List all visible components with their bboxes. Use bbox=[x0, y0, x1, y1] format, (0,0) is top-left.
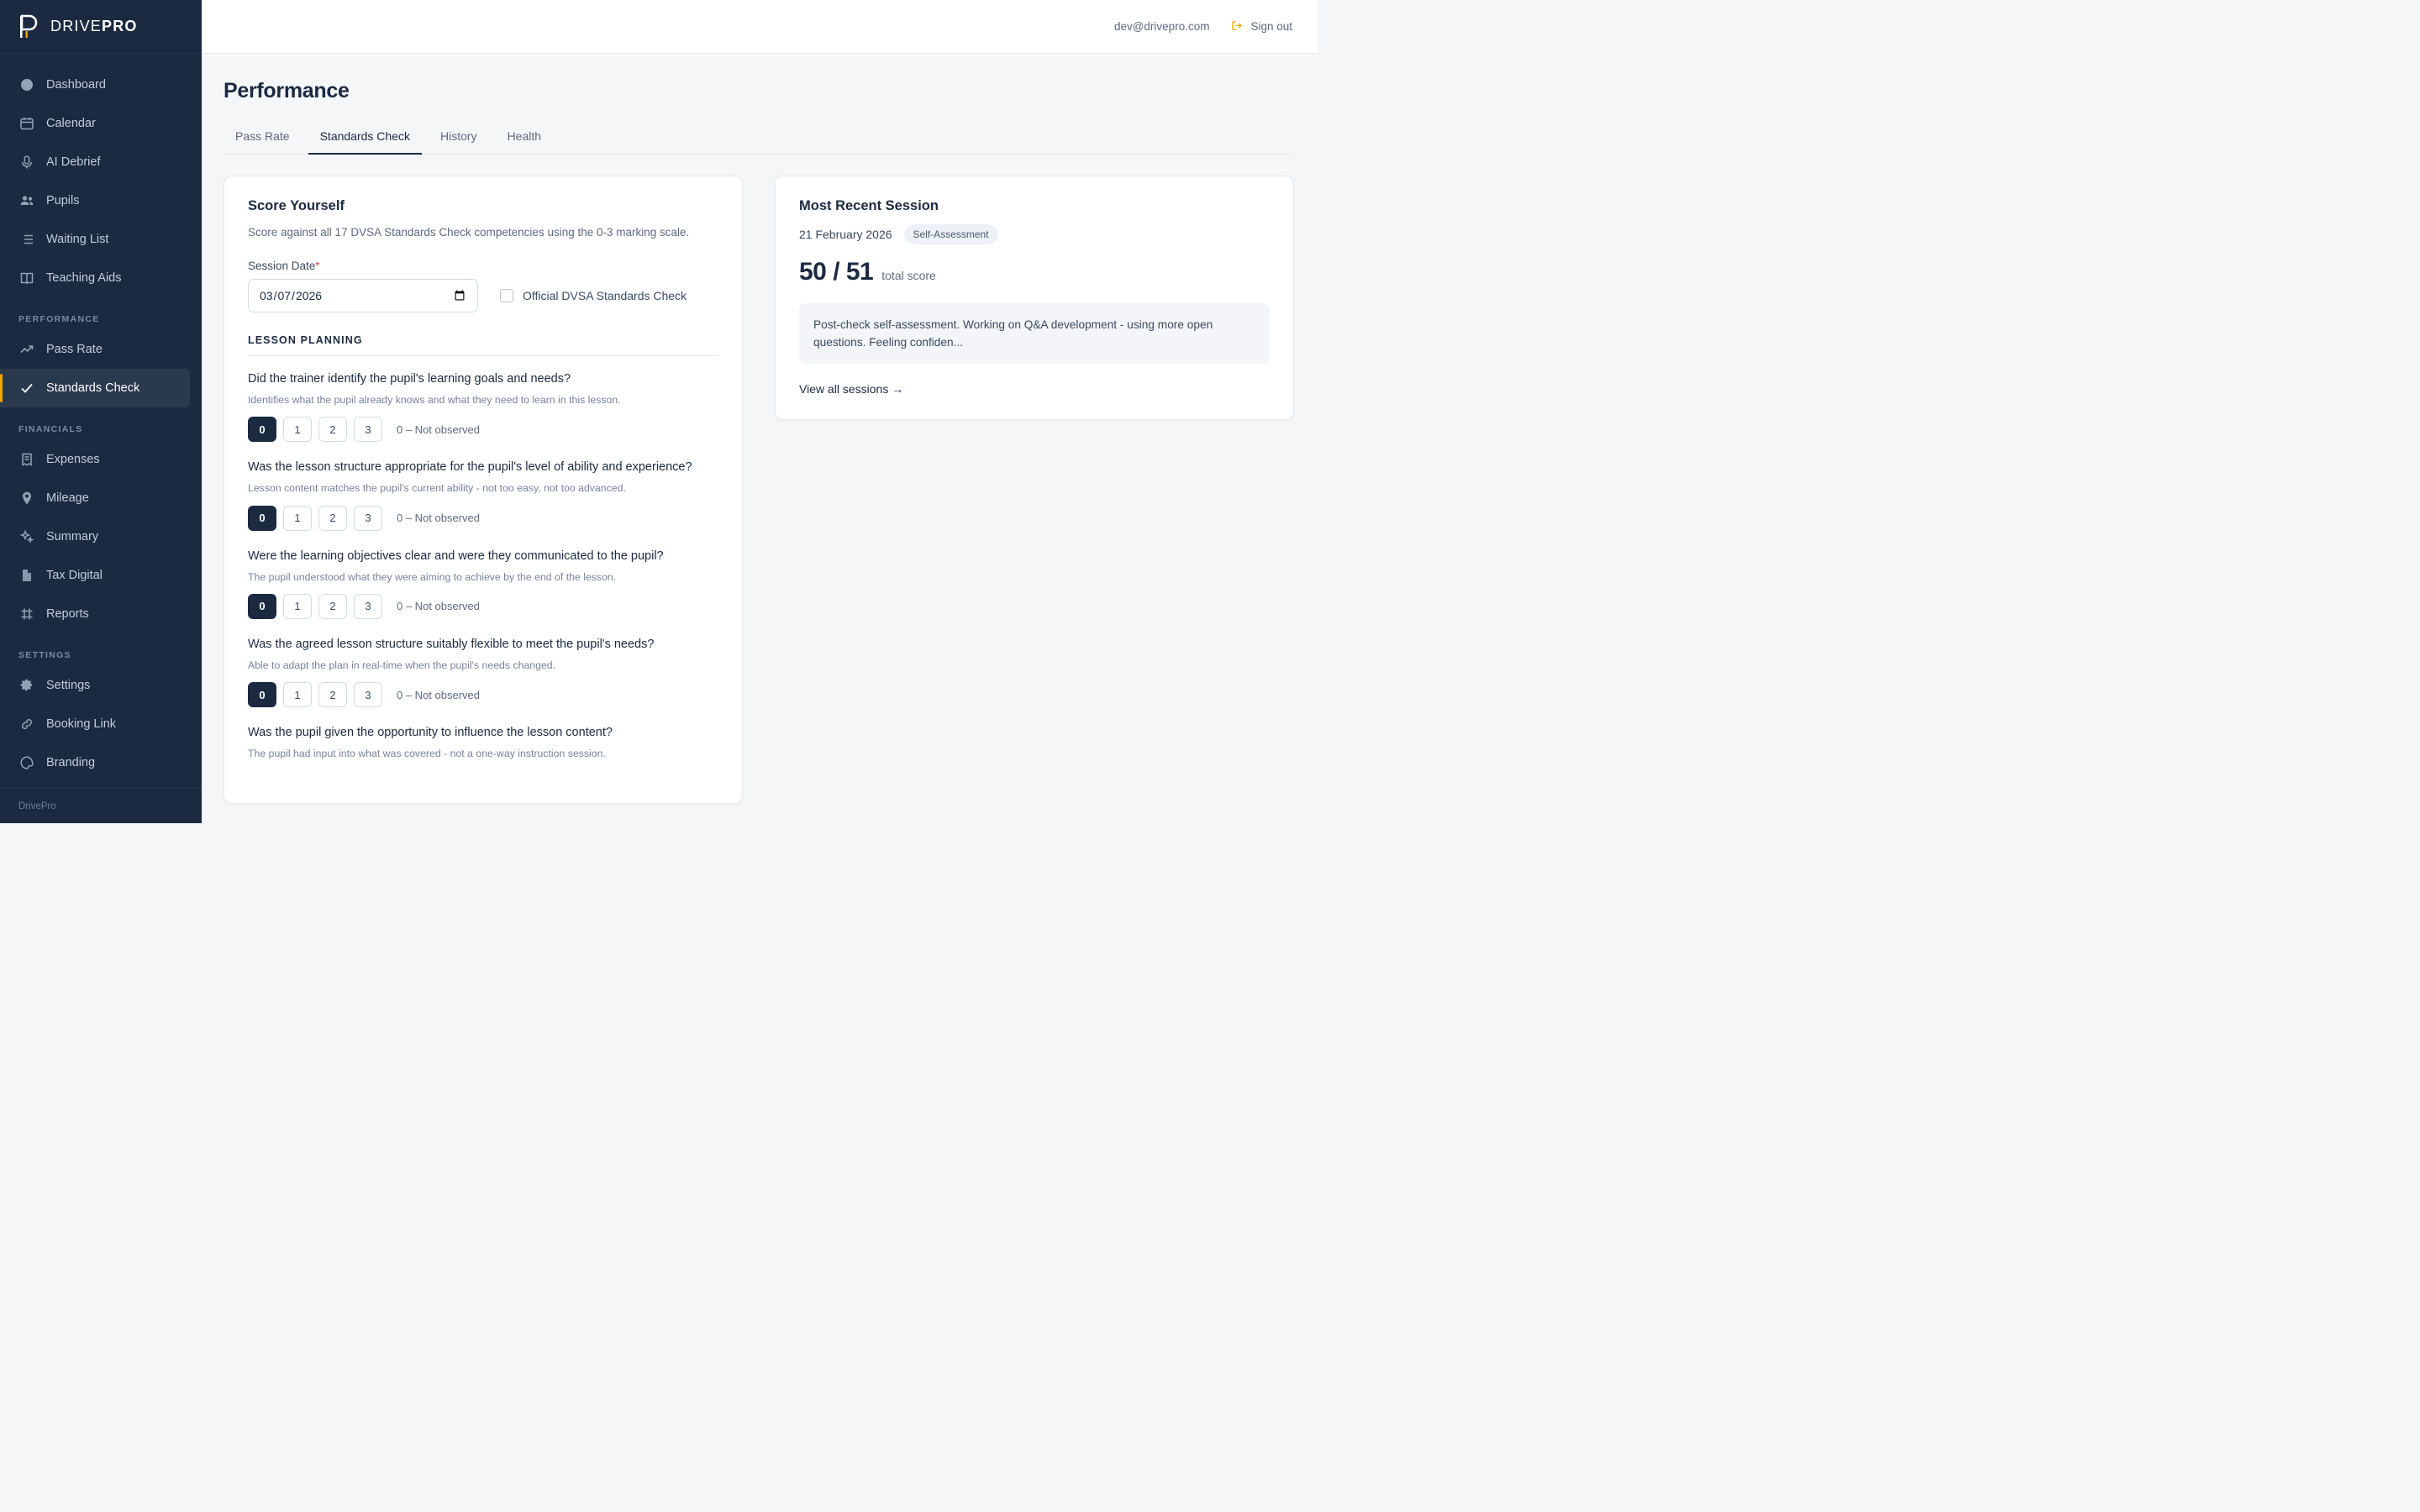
tab-history[interactable]: History bbox=[440, 129, 477, 143]
status-badge: Self-Assessment bbox=[904, 224, 998, 244]
sign-out-icon bbox=[1231, 19, 1244, 34]
question-text: Did the trainer identify the pupil's learning goals and needs? bbox=[248, 372, 571, 386]
list-icon bbox=[18, 232, 34, 248]
sidebar-item-ai-debrief[interactable] bbox=[0, 143, 202, 181]
sidebar-item-mileage[interactable] bbox=[0, 479, 202, 517]
users-icon bbox=[18, 193, 34, 209]
sign-out-label: Sign out bbox=[1250, 20, 1292, 33]
score-option-3[interactable]: 3 bbox=[354, 506, 382, 531]
session-score-row bbox=[799, 258, 1270, 286]
sidebar-item-dashboard[interactable] bbox=[0, 66, 202, 104]
score-yourself-subtitle: Score against all 17 DVSA Standards Check competencies using the 0-3 marking scale. bbox=[248, 226, 690, 239]
session-date: 21 February 2026 bbox=[799, 228, 892, 241]
sidebar-nav bbox=[0, 54, 202, 788]
score-yourself-card bbox=[224, 176, 743, 804]
sidebar-item-tax-digital[interactable] bbox=[0, 556, 202, 595]
sidebar-item-label: Calendar bbox=[46, 117, 96, 130]
question-item bbox=[248, 370, 718, 442]
sidebar-item-pass-rate[interactable] bbox=[0, 330, 202, 369]
question-text: Were the learning objectives clear and were they communicated to the pupil? bbox=[248, 549, 664, 563]
sidebar-item-standards-check[interactable] bbox=[0, 369, 190, 407]
sidebar-item-calendar[interactable] bbox=[0, 104, 202, 143]
question-hint: Lesson content matches the pupil's current ability - not too easy, not too advanced. bbox=[248, 482, 626, 495]
question-item bbox=[248, 548, 718, 619]
gear-icon bbox=[18, 678, 34, 694]
score-option-0[interactable]: 0 bbox=[248, 594, 276, 619]
sidebar-item-label: Waiting List bbox=[46, 233, 109, 246]
sidebar-item-expenses[interactable] bbox=[0, 440, 202, 479]
question-item bbox=[248, 724, 718, 761]
calendar-icon bbox=[18, 116, 34, 132]
sidebar-item-pupils[interactable] bbox=[0, 181, 202, 220]
question-hint: Able to adapt the plan in real-time when the pupil's needs changed. bbox=[248, 659, 556, 671]
question-text: Was the agreed lesson structure suitably flexible to meet the pupil's needs? bbox=[248, 637, 655, 651]
link-icon bbox=[18, 717, 34, 732]
sidebar-item-summary[interactable] bbox=[0, 517, 202, 556]
score-option-3[interactable]: 3 bbox=[354, 417, 382, 442]
sidebar-section-settings: SETTINGS bbox=[18, 650, 71, 660]
official-dvsa-checkbox[interactable] bbox=[500, 289, 513, 302]
sidebar-item-label: Standards Check bbox=[46, 381, 140, 395]
sidebar-item-label: AI Debrief bbox=[46, 155, 101, 169]
official-dvsa-checkbox-row[interactable] bbox=[500, 289, 687, 302]
dashboard-icon bbox=[18, 77, 34, 93]
tab-bar bbox=[224, 122, 1292, 155]
brand-name: DRIVEPRO bbox=[50, 18, 138, 34]
question-item bbox=[248, 459, 718, 530]
session-date-label: Session Date* bbox=[248, 260, 320, 273]
view-all-sessions-link[interactable]: View all sessions → bbox=[799, 382, 904, 396]
session-score: 50 / 51 bbox=[799, 258, 874, 286]
score-note: 0 – Not observed bbox=[397, 423, 481, 436]
chart-icon bbox=[18, 606, 34, 622]
sidebar-item-settings[interactable] bbox=[0, 666, 202, 705]
score-option-2[interactable]: 2 bbox=[318, 417, 347, 442]
score-scale bbox=[248, 417, 718, 442]
session-date-input[interactable] bbox=[248, 279, 478, 312]
sidebar-item-reports[interactable] bbox=[0, 595, 202, 633]
sidebar-item-label: Pupils bbox=[46, 194, 80, 207]
section-lesson-planning: LESSON PLANNING bbox=[248, 334, 718, 356]
sidebar-item-waiting-list[interactable] bbox=[0, 220, 202, 259]
score-option-3[interactable]: 3 bbox=[354, 682, 382, 707]
page-title: Performance bbox=[224, 79, 350, 102]
check-icon bbox=[18, 381, 34, 396]
sidebar-item-label: Tax Digital bbox=[46, 569, 103, 582]
question-text: Was the pupil given the opportunity to influence the lesson content? bbox=[248, 726, 613, 740]
document-icon bbox=[18, 568, 34, 584]
sidebar-item-teaching-aids[interactable] bbox=[0, 259, 202, 297]
official-dvsa-label: Official DVSA Standards Check bbox=[523, 289, 687, 303]
score-option-1[interactable]: 1 bbox=[283, 506, 312, 531]
question-hint: The pupil understood what they were aiming to achieve by the end of the lesson. bbox=[248, 570, 617, 583]
user-email: dev@drivepro.com bbox=[1113, 20, 1210, 33]
palette-icon bbox=[18, 755, 34, 771]
sidebar-footer-label: DrivePro bbox=[18, 801, 56, 811]
sidebar-item-label: Mileage bbox=[46, 491, 89, 505]
score-note: 0 – Not observed bbox=[397, 600, 481, 613]
pin-icon bbox=[18, 491, 34, 507]
score-option-2[interactable]: 2 bbox=[318, 506, 347, 531]
score-option-1[interactable]: 1 bbox=[283, 682, 312, 707]
sidebar-item-branding[interactable] bbox=[0, 743, 202, 782]
score-scale bbox=[248, 682, 718, 707]
score-yourself-title: Score Yourself bbox=[248, 198, 345, 213]
session-score-label: total score bbox=[881, 269, 936, 282]
sign-out-button[interactable] bbox=[1231, 19, 1292, 34]
tab-standards-check[interactable]: Standards Check bbox=[308, 122, 422, 154]
content-columns bbox=[224, 176, 1292, 804]
sidebar-footer bbox=[0, 788, 202, 823]
score-option-3[interactable]: 3 bbox=[354, 594, 382, 619]
book-icon bbox=[18, 270, 34, 286]
sidebar-section-performance: PERFORMANCE bbox=[18, 314, 100, 324]
sidebar-item-label: Expenses bbox=[46, 453, 100, 466]
sidebar-item-label: Summary bbox=[46, 530, 99, 543]
question-hint: The pupil had input into what was covered - not a one-way instruction session. bbox=[248, 748, 606, 760]
sidebar-item-booking-link[interactable] bbox=[0, 705, 202, 743]
question-hint: Identifies what the pupil already knows and what they need to learn in this lesson. bbox=[248, 394, 621, 407]
score-note: 0 – Not observed bbox=[397, 512, 481, 525]
sidebar-item-label: Booking Link bbox=[46, 717, 117, 731]
question-item bbox=[248, 636, 718, 707]
sidebar-item-label: Settings bbox=[46, 679, 91, 692]
sidebar-item-label: Teaching Aids bbox=[46, 271, 122, 285]
session-note: Post-check self-assessment. Working on Q&A development - using more open questions. Feeling confiden... bbox=[799, 303, 1270, 364]
drivepro-logo-icon bbox=[18, 14, 40, 39]
date-row bbox=[248, 279, 718, 312]
score-option-0[interactable]: 0 bbox=[248, 417, 276, 442]
most-recent-session-card bbox=[775, 176, 1294, 420]
trend-up-icon bbox=[18, 342, 34, 358]
most-recent-session-title: Most Recent Session bbox=[799, 198, 939, 213]
score-option-2[interactable]: 2 bbox=[318, 594, 347, 619]
tab-pass-rate[interactable]: Pass Rate bbox=[235, 129, 290, 143]
topbar bbox=[202, 0, 1318, 54]
tab-health[interactable]: Health bbox=[507, 129, 542, 143]
score-option-1[interactable]: 1 bbox=[283, 594, 312, 619]
score-scale bbox=[248, 594, 718, 619]
score-option-2[interactable]: 2 bbox=[318, 682, 347, 707]
brand[interactable] bbox=[0, 0, 202, 54]
main-area bbox=[202, 0, 1318, 823]
score-option-0[interactable]: 0 bbox=[248, 506, 276, 531]
sidebar-item-label: Dashboard bbox=[46, 78, 106, 92]
receipt-icon bbox=[18, 452, 34, 468]
sidebar-section-financials: FINANCIALS bbox=[18, 424, 83, 434]
page-content bbox=[202, 54, 1318, 823]
required-marker: * bbox=[315, 260, 320, 273]
score-option-0[interactable]: 0 bbox=[248, 682, 276, 707]
score-option-1[interactable]: 1 bbox=[283, 417, 312, 442]
sparkle-icon bbox=[18, 529, 34, 545]
sidebar-item-label: Reports bbox=[46, 607, 89, 621]
score-scale bbox=[248, 506, 718, 531]
sidebar bbox=[0, 0, 202, 823]
question-text: Was the lesson structure appropriate for the pupil's level of ability and experience? bbox=[248, 460, 692, 475]
score-note: 0 – Not observed bbox=[397, 688, 481, 701]
sidebar-item-label: Branding bbox=[46, 756, 96, 769]
microphone-icon bbox=[18, 155, 34, 171]
sidebar-item-label: Pass Rate bbox=[46, 343, 103, 356]
session-meta-row bbox=[799, 224, 1270, 244]
